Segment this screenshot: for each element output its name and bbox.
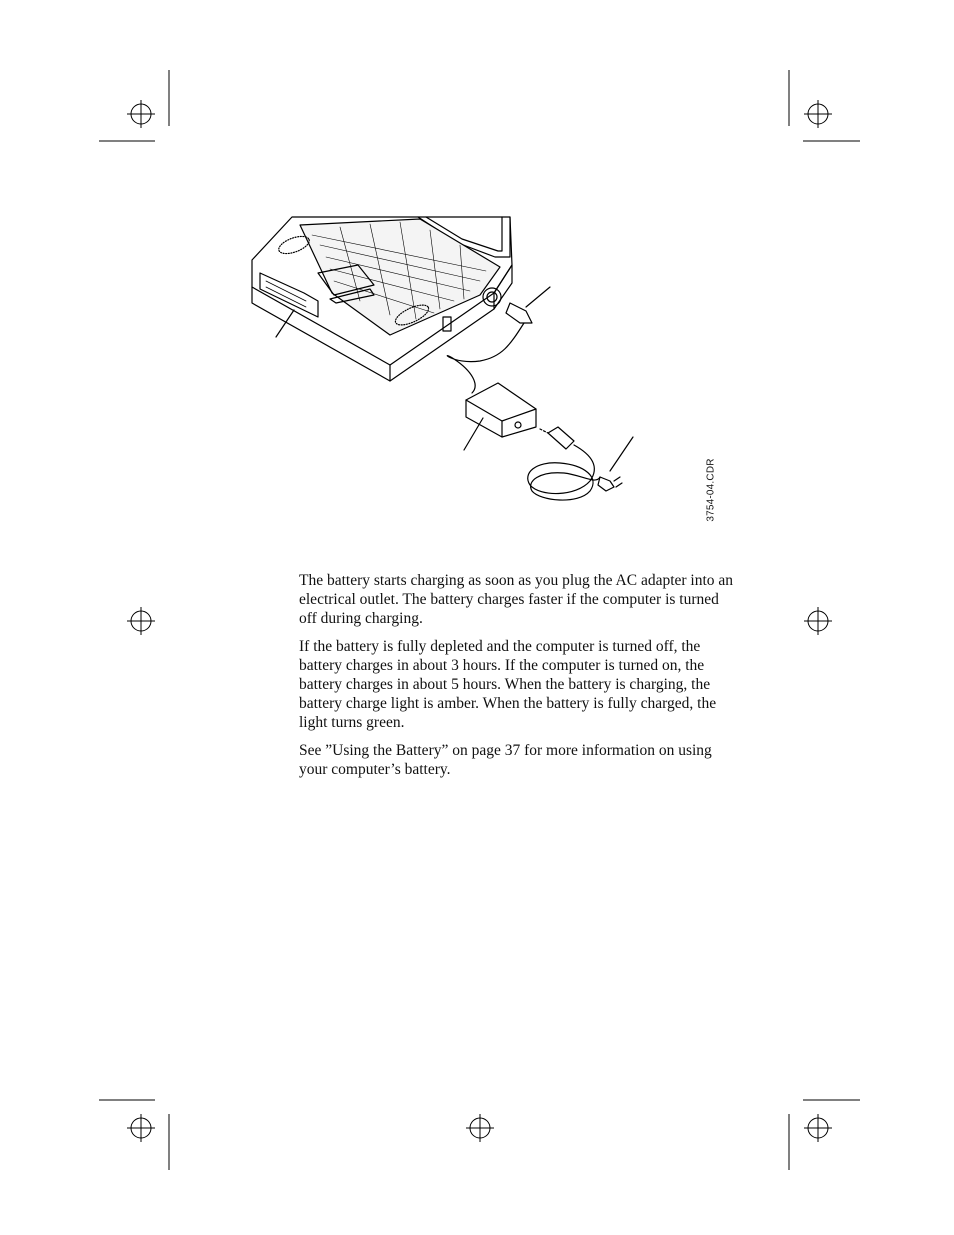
body-text xyxy=(299,571,739,788)
paragraph-charge-times: If the battery is fully depleted and the computer is turned off, the battery charges in about 3 hours. If the computer is turned on, the battery charges in about 5 hours. When the battery is charging, the battery charge light is amber. When the battery is fully charged, the light turns green. xyxy=(299,638,717,731)
paragraph-see-also: See ”Using the Battery” on page 37 for more information on using your computer’s battery. xyxy=(299,742,712,778)
figure-id-label: 3754-04.CDR xyxy=(705,458,717,522)
paragraph-charging-start: The battery starts charging as soon as you plug the AC adapter into an electrical outlet. The battery charges faster if the computer is turned off during charging. xyxy=(299,572,734,627)
laptop-adapter-illustration xyxy=(240,205,670,530)
power-cord-illustration xyxy=(528,445,600,500)
